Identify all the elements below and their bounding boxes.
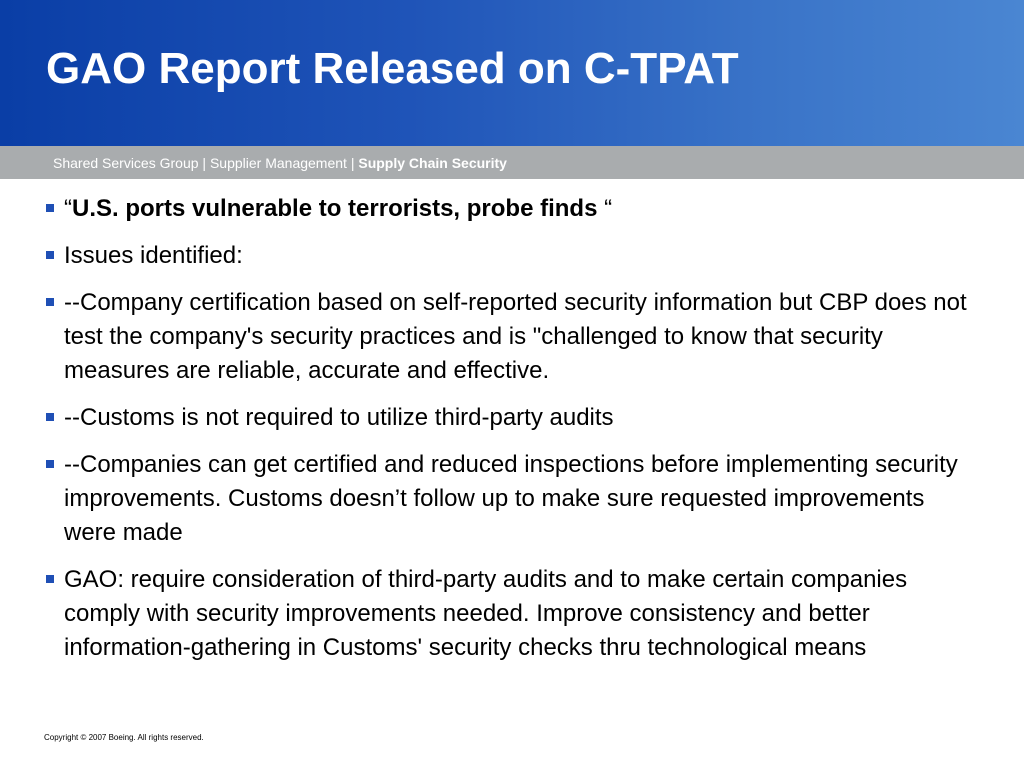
square-bullet-icon xyxy=(46,413,54,421)
bullet-list xyxy=(44,192,974,678)
bullet-text: Issues identified: xyxy=(64,242,243,269)
open-quote: “ xyxy=(64,195,72,222)
bullet-item-gao-recommendation xyxy=(44,563,974,665)
bullet-text: --Customs is not required to utilize third-party audits xyxy=(64,404,614,431)
close-quote: “ xyxy=(597,195,613,222)
square-bullet-icon xyxy=(46,298,54,306)
bullet-text: GAO: require consideration of third-party audits and to make certain companies comply with security improvements needed. Improve consistency and better information-gathering in Customs' security checks thru technological means xyxy=(64,566,908,661)
bullet-item-audits xyxy=(44,401,974,435)
bullet-item-inspections xyxy=(44,448,974,550)
bullet-item-headline xyxy=(44,192,974,226)
slide-title: GAO Report Released on C-TPAT xyxy=(46,44,739,93)
bullet-text: --Companies can get certified and reduced inspections before implementing security improvements. Customs doesn’t follow up to make sure requested improvements were made xyxy=(64,451,958,546)
breadcrumb-item-supplier-management: Supplier Management xyxy=(209,155,347,171)
bullet-text: --Company certification based on self-reported security information but CBP does not test the company's security practices and is "challenged to know that security measures are reliable, accurate and effective. xyxy=(64,289,967,384)
breadcrumb xyxy=(53,155,507,171)
breadcrumb-item-shared-services: Shared Services Group xyxy=(53,155,199,171)
breadcrumb-item-current: Supply Chain Security xyxy=(358,155,507,171)
square-bullet-icon xyxy=(46,204,54,212)
header-banner xyxy=(0,0,1024,146)
square-bullet-icon xyxy=(46,251,54,259)
breadcrumb-separator: | xyxy=(346,155,359,171)
breadcrumb-separator: | xyxy=(198,155,210,171)
square-bullet-icon xyxy=(46,575,54,583)
square-bullet-icon xyxy=(46,460,54,468)
bullet-item-issues xyxy=(44,239,974,273)
headline-text: U.S. ports vulnerable to terrorists, probe finds xyxy=(72,195,598,222)
bullet-item-certification xyxy=(44,286,974,388)
copyright-footer: Copyright © 2007 Boeing. All rights reserved. xyxy=(44,733,204,742)
